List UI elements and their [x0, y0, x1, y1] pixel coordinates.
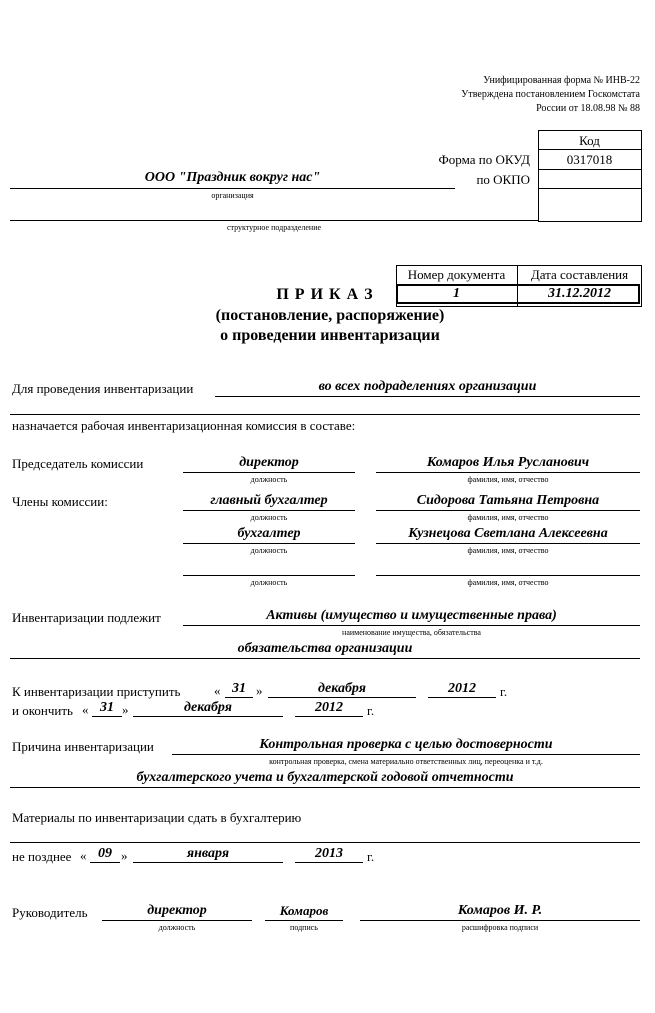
chairman-name-line: [376, 472, 640, 473]
members-label: Члены комиссии:: [12, 494, 108, 509]
end-close-quote: »: [122, 702, 129, 717]
member-position-line: [183, 575, 355, 576]
subject-line: [183, 625, 640, 626]
property-caption: наименование имущества, обязательства: [342, 628, 481, 637]
document-date-header: Дата составления: [530, 267, 629, 282]
subject-line-2: [10, 658, 640, 659]
okud-label: Форма по ОКУД: [438, 152, 530, 167]
deadline-close-quote: »: [121, 848, 128, 863]
chairman-position: директор: [239, 455, 299, 470]
end-year-line: [295, 716, 363, 717]
code-header: Код: [579, 133, 600, 148]
order-subject: о проведении инвентаризации: [220, 327, 440, 344]
reason-label: Причина инвентаризации: [12, 739, 154, 754]
end-month-line: [133, 716, 283, 717]
start-year: 2012: [448, 681, 476, 696]
purpose-value: во всех подраделениях организации: [318, 379, 537, 394]
chairman-name: Комаров Илья Русланович: [426, 455, 590, 470]
commission-intro: назначается рабочая инвентаризационная комиссия в составе:: [12, 418, 356, 433]
member-position: главный бухгалтер: [210, 493, 328, 508]
order-title: П Р И К А З: [276, 286, 374, 303]
organization-line: [10, 188, 455, 189]
start-month: декабря: [318, 681, 366, 696]
head-position-line: [102, 920, 252, 921]
member-name: Сидорова Татьяна Петровна: [416, 493, 600, 508]
purpose-label: Для проведения инвентаризации: [12, 381, 194, 396]
deadline-month: января: [186, 846, 230, 861]
position-caption: должность: [250, 475, 288, 484]
subject-line1: Активы (имущество и имущественные права): [266, 608, 557, 623]
position-caption: должность: [250, 546, 288, 555]
deadline-year-suffix: г.: [367, 849, 375, 864]
deadline-label: не позднее: [12, 849, 72, 864]
document-number: 1: [453, 286, 460, 301]
reason-line2: бухгалтерского учета и бухгалтерской годовой отчетности: [136, 770, 514, 785]
form-header-line3: России от 18.08.98 № 88: [536, 103, 640, 114]
start-day-line: [225, 697, 253, 698]
fio-caption: фамилия, имя, отчество: [467, 546, 549, 555]
head-signature-line: [265, 920, 343, 921]
head-decoding-line: [360, 920, 640, 921]
form-header: [461, 74, 640, 116]
member-position: бухгалтер: [237, 526, 301, 541]
end-label: и окончить: [12, 703, 73, 718]
head-position: директор: [147, 903, 207, 918]
organization-name: ООО "Праздник вокруг нас": [144, 170, 321, 185]
deadline-year: 2013: [315, 846, 343, 861]
decoding-caption: расшифровка подписи: [461, 923, 539, 932]
start-month-line: [268, 697, 416, 698]
document-number-header: Номер документа: [407, 267, 506, 282]
position-caption: должность: [250, 578, 288, 587]
end-open-quote: «: [82, 702, 89, 717]
head-label: Руководитель: [12, 905, 88, 920]
separator-line: [10, 414, 640, 415]
deadline-day-line: [90, 862, 120, 863]
deadline-open-quote: «: [80, 848, 87, 863]
document-date: 31.12.2012: [548, 286, 611, 301]
deadline-year-line: [295, 862, 363, 863]
member-name: Кузнецова Светлана Алексеевна: [408, 526, 608, 541]
okud-code-value: 0317018: [566, 152, 613, 167]
code-table-divider: [538, 188, 641, 189]
start-year-suffix: г.: [500, 684, 508, 699]
purpose-line: [215, 396, 640, 397]
fio-caption: фамилия, имя, отчество: [467, 513, 549, 522]
reason-caption: контрольная проверка, смена материально ответственных лиц, переоценка и т.д.: [269, 757, 543, 766]
member-name-line: [376, 543, 640, 544]
start-label: К инвентаризации приступить: [12, 684, 181, 699]
head-signature: Комаров: [279, 903, 329, 918]
subject-label: Инвентаризации подлежит: [12, 610, 161, 625]
member-position-line: [183, 510, 355, 511]
member-position-line: [183, 543, 355, 544]
fio-caption: фамилия, имя, отчество: [467, 578, 549, 587]
deadline-month-line: [133, 862, 283, 863]
reason-line-2: [10, 787, 640, 788]
end-year-suffix: г.: [367, 703, 375, 718]
code-table-divider: [538, 169, 641, 170]
start-open-quote: «: [214, 683, 221, 698]
okpo-label: по ОКПО: [476, 172, 530, 187]
end-day-line: [92, 716, 122, 717]
start-close-quote: »: [256, 683, 263, 698]
form-header-line1: Унифицированная форма № ИНВ-22: [483, 75, 640, 86]
materials-label: Материалы по инвентаризации сдать в бухгалтерию: [12, 810, 302, 825]
chairman-label: Председатель комиссии: [12, 456, 144, 471]
start-year-line: [428, 697, 496, 698]
end-year: 2012: [315, 700, 343, 715]
end-month: декабря: [184, 700, 232, 715]
head-decoding: Комаров И. Р.: [457, 903, 543, 918]
subdivision-caption: структурное подразделение: [226, 223, 322, 232]
deadline-day: 09: [98, 846, 112, 861]
chairman-position-line: [183, 472, 355, 473]
subject-line2: обязательства организации: [237, 641, 413, 656]
reason-line1: Контрольная проверка с целью достоверности: [259, 737, 553, 752]
signature-caption: подпись: [290, 923, 318, 932]
end-day: 31: [100, 700, 114, 715]
position-caption: должность: [158, 923, 196, 932]
member-name-line: [376, 510, 640, 511]
position-caption: должность: [250, 513, 288, 522]
form-header-line2: Утверждена постановлением Госкомстата: [461, 89, 640, 100]
order-subtitle: (постановление, распоряжение): [215, 307, 445, 324]
reason-line: [172, 754, 640, 755]
start-day: 31: [232, 681, 246, 696]
fio-caption: фамилия, имя, отчество: [467, 475, 549, 484]
subdivision-line: [10, 220, 538, 221]
materials-line: [10, 842, 640, 843]
member-name-line: [376, 575, 640, 576]
organization-caption: организация: [211, 191, 254, 200]
